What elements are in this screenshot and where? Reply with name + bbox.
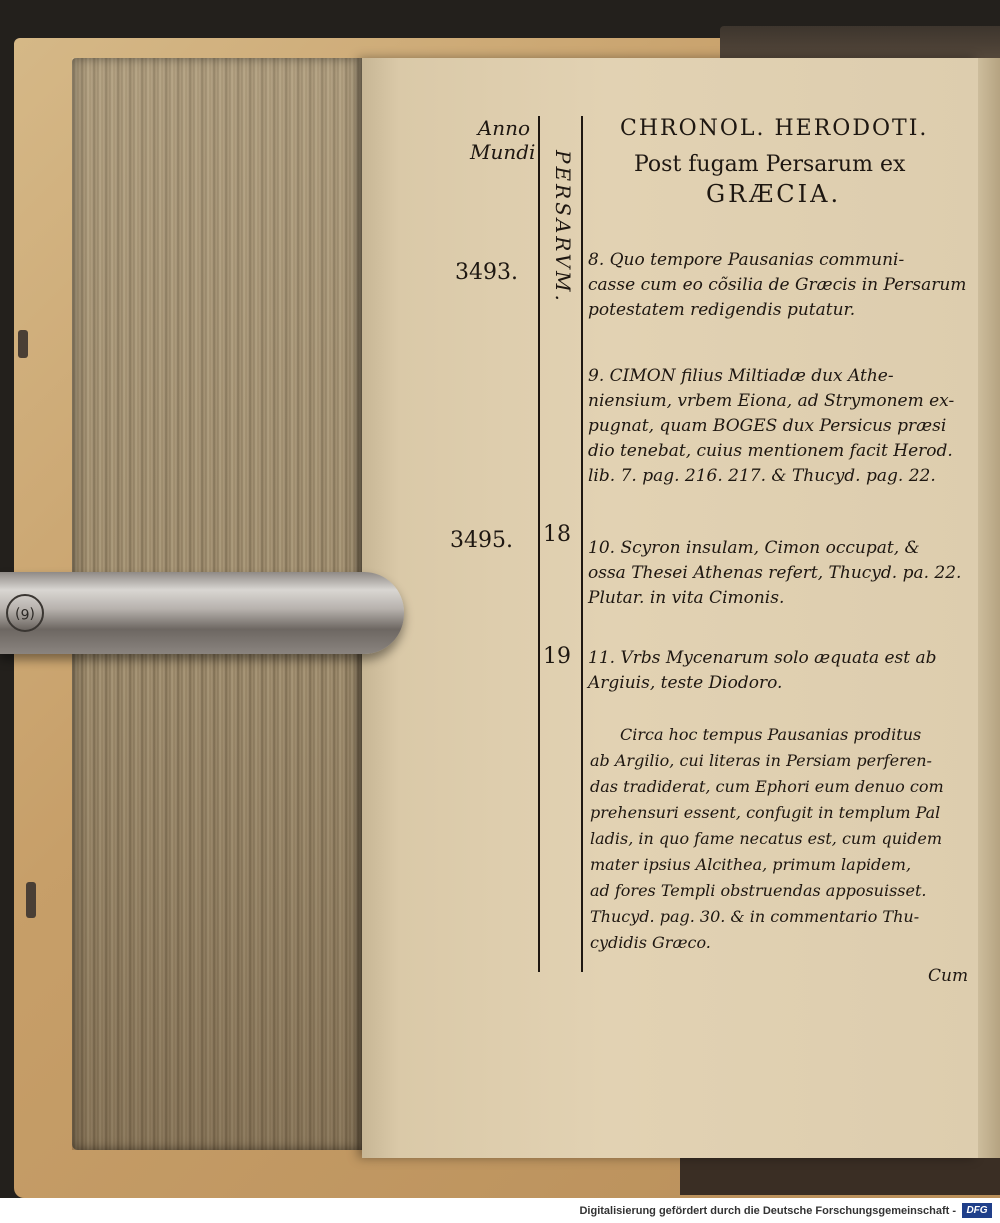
text-line: cydidis Græco. bbox=[590, 933, 711, 952]
text-line: Thucyd. pag. 30. & in commentario Thu- bbox=[590, 907, 920, 926]
anno-mundi-label bbox=[470, 116, 536, 164]
text-line: dio tenebat, cuius mentionem facit Herod. bbox=[588, 441, 953, 461]
persarum-vertical-heading: PERSARVM. bbox=[551, 150, 575, 304]
recycle-mark-icon: (6) bbox=[6, 594, 44, 632]
entry-10 bbox=[588, 536, 973, 611]
text-line: Plutar. in vita Cimonis. bbox=[588, 588, 785, 608]
regnal-number-18: 18 bbox=[543, 522, 571, 547]
text-line: 8. Quo tempore Pausanias communi- bbox=[588, 250, 905, 270]
text-line: ossa Thesei Athenas refert, Thucyd. pa. 22. bbox=[588, 563, 962, 583]
clasp-lower bbox=[26, 882, 36, 918]
page-right-edge bbox=[978, 58, 1000, 1158]
text-line: potestatem redigendis putatur. bbox=[588, 300, 856, 320]
text-line: 10. Scyron insulam, Cimon occupat, & bbox=[588, 538, 920, 558]
anno-line: Anno bbox=[477, 116, 530, 140]
footer-bar bbox=[0, 1198, 1000, 1223]
text-line: mater ipsius Alcithea, primum lapidem, bbox=[590, 855, 912, 874]
text-line: pugnat, quam BOGES dux Persicus præsi bbox=[588, 416, 947, 436]
entry-9 bbox=[588, 364, 973, 489]
margin-rule-left bbox=[538, 116, 540, 972]
text-line: lib. 7. pag. 216. 217. & Thucyd. pag. 22. bbox=[588, 466, 936, 486]
regnal-number-19: 19 bbox=[543, 644, 571, 669]
text-line: ladis, in quo fame necatus est, cum quidem bbox=[590, 829, 943, 848]
text-line: prehensuri essent, confugit in templum Pal bbox=[590, 803, 941, 822]
text-line: ad fores Templi obstruendas apposuisset. bbox=[590, 881, 927, 900]
text-line: 9. CIMON filius Miltiadæ dux Athe- bbox=[588, 366, 894, 386]
year-3493: 3493. bbox=[455, 260, 518, 285]
clasp-upper bbox=[18, 330, 28, 358]
text-line: casse cum eo cõsilia de Græcis in Persarum bbox=[588, 275, 967, 295]
text-line: das tradiderat, cum Ephori eum denuo com bbox=[590, 777, 944, 796]
margin-rule-right bbox=[581, 116, 583, 972]
text-line: niensium, vrbem Eiona, ad Strymonem ex- bbox=[588, 391, 955, 411]
text-line: 11. Vrbs Mycenarum solo æquata est ab bbox=[588, 648, 937, 668]
section-title: Post fugam Persarum ex bbox=[634, 152, 906, 177]
entry-circa-hoc-tempus bbox=[590, 722, 975, 956]
text-line: ab Argilio, cui literas in Persiam perferen- bbox=[590, 751, 932, 770]
section-title-graecia: GRÆCIA. bbox=[706, 180, 842, 208]
catchword: Cum bbox=[928, 966, 969, 986]
entry-11 bbox=[588, 646, 973, 696]
running-head: CHRONOL. HERODOTI. bbox=[620, 116, 929, 141]
page-holder-rod bbox=[0, 572, 404, 654]
mundi-line: Mundi bbox=[470, 140, 536, 164]
funding-notice: Digitalisierung gefördert durch die Deutsche Forschungsgemeinschaft - bbox=[579, 1205, 956, 1217]
year-3495: 3495. bbox=[450, 528, 513, 553]
text-line: Circa hoc tempus Pausanias proditus bbox=[620, 725, 922, 744]
dfg-logo: DFG bbox=[962, 1203, 992, 1218]
text-line: Argiuis, teste Diodoro. bbox=[588, 673, 783, 693]
entry-8 bbox=[588, 248, 973, 323]
